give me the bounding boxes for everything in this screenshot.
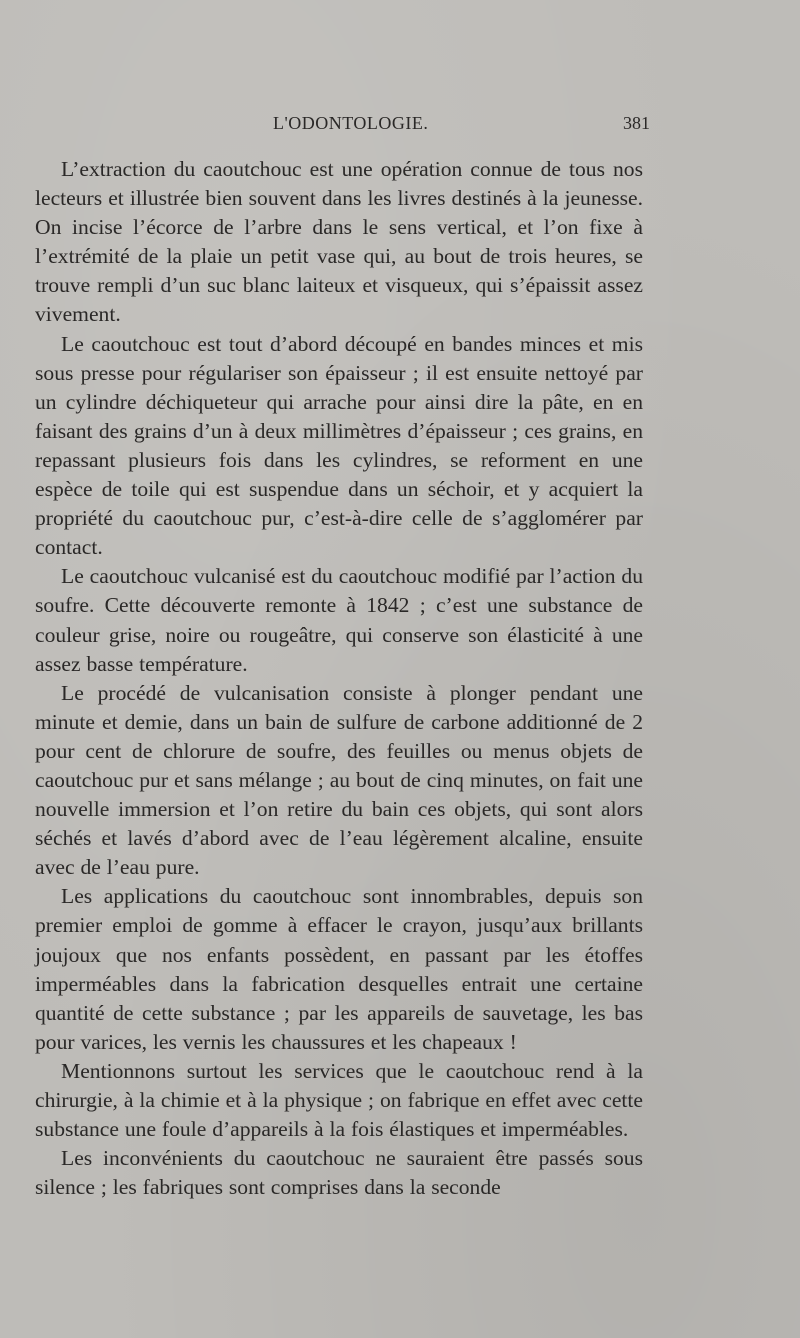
paragraph-applications: Les applications du caoutchouc sont innombrables, depuis son premier emploi de gomme à effacer le crayon, jusqu’aux brillants joujoux que nos enfants possèdent, en passant par les étoffes imperméables dans la fabrication desquelles entrait une certaine quantité de cette substance ; par les appareils de sauvetage, les bas pour varices, les vernis les chaussures et les chapeaux !: [35, 884, 643, 1054]
body-text: [35, 155, 643, 1202]
paragraph-vulcanized: Le caoutchouc vulcanisé est du caoutchouc modifié par l’action du soufre. Cette découverte remonte à 1842 ; c’est une substance de couleur grise, noire ou rougeâtre, qui conserve son élasticité à une assez basse température.: [35, 564, 643, 676]
paragraph-processing: Le caoutchouc est tout d’abord découpé en bandes minces et mis sous presse pour régulariser son épaisseur ; il est ensuite nettoyé par un cylindre déchiqueteur qui arrache pour ainsi dire la pâte, en en faisant des grains d’un à deux millimètres d’épaisseur ; ces grains, en repassant plusieurs fois dans les cylindres, se reforment en une espèce de toile qui est suspendue dans un séchoir, et y acquiert la propriété du caoutchouc pur, c’est-à-dire celle de s’agglomérer par contact.: [35, 331, 643, 560]
running-head: [0, 113, 800, 143]
running-head-title: L'ODONTOLOGIE.: [273, 113, 429, 133]
paragraph-drawbacks: Les inconvénients du caoutchouc ne sauraient être passés sous silence ; les fabriques sont comprises dans la seconde: [35, 1146, 643, 1200]
paragraph-extraction: L’extraction du caoutchouc est une opération connue de tous nos lecteurs et illustrée bien souvent dans les livres destinés à la jeunesse. On incise l’écorce de l’arbre dans le sens vertical, et l’on fixe à l’extrémité de la plaie un petit vase qui, au bout de trois heures, se trouve rempli d’un suc blanc laiteux et visqueux, qui s’épaissit assez vivement.: [35, 157, 643, 327]
paragraph-surgery-uses: Mentionnons surtout les services que le caoutchouc rend à la chirurgie, à la chimie et à la physique ; on fabrique en effet avec cette substance une foule d’appareils à la fois élastiques et imperméables.: [35, 1058, 643, 1142]
paragraph-vulcanization-process: Le procédé de vulcanisation consiste à plonger pendant une minute et demie, dans un bain de sulfure de carbone additionné de 2 pour cent de chlorure de soufre, des feuilles ou menus objets de caoutchouc pur et sans mélange ; au bout de cinq minutes, on fait une nouvelle immersion et l’on retire du bain ces objets, qui sont alors séchés et lavés d’abord avec de l’eau légèrement alcaline, ensuite avec de l’eau pure.: [35, 680, 643, 880]
page-number: 381: [623, 113, 650, 133]
